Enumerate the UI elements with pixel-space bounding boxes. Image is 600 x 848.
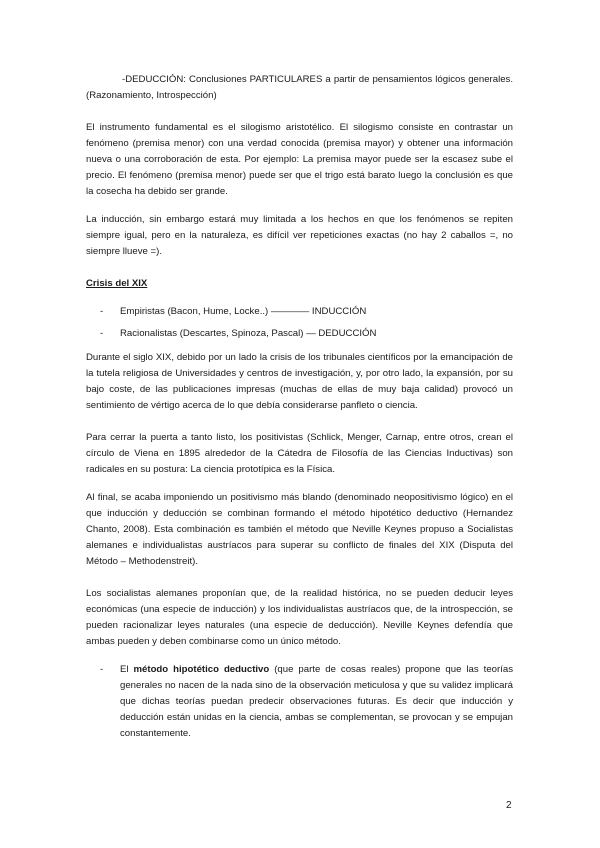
list-dash: -	[100, 664, 104, 675]
neopositivism-paragraph: Al final, se acaba imponiendo un positivismo más blando (denominado neopositivismo lógico) en el que inducción y deducción se combinan formando el método hipotético deductivo (Hernandez Chanto, 2008). Esta combinación es también el método que Neville Keynes propuso a Socialistas alemanes e individualistas austríacos para superar su conflicto de finales del XIX (Disputa del Método – Methodenstreit).	[86, 492, 513, 567]
nineteenth-century-paragraph: Durante el siglo XIX, debido por un lado la crisis de los tribunales científicos por la emancipación de la tutela religiosa de Universidades y centros de investigación, y, por otro lado, la expansión, por su bajo coste, de las publicaciones impresas (muchas de ellas de muy baja calidad) provocó un sentimiento de vértigo acerca de lo que debía considerarse panfleto o ciencia.	[86, 352, 513, 411]
method-prefix: El	[120, 664, 134, 675]
socialists-paragraph: Los socialistas alemanes proponían que, de la realidad histórica, no se pueden deducir leyes económicas (una especie de inducción) y los individualistas austríacos que, de la introspección, se pueden racionalizar leyes naturales (una especie de deducción). Neville Keynes defendía que ambas pueden y deben combinarse como un único método.	[86, 588, 513, 647]
method-term: método hipotético deductivo	[133, 664, 270, 675]
syllogism-paragraph: El instrumento fundamental es el silogismo aristotélico. El silogismo consiste en contrastar un fenómeno (premisa menor) con una verdad conocida (premisa mayor) y obtener una información nueva o una corroboración de esta. Por ejemplo: La premisa mayor puede ser la escasez sube el precio. El fenómeno (premisa menor) puede ser que el trigo está barato luego la conclusión es que la cosecha ha debido ser grande.	[86, 122, 513, 197]
list-dash: -	[100, 306, 104, 317]
list-item	[86, 304, 513, 320]
list-item-text: Empiristas (Bacon, Hume, Locke..) ———— INDUCCIÓN	[120, 306, 367, 317]
method-bullet-text	[120, 662, 513, 742]
page-number: 2	[506, 800, 512, 811]
deduction-paragraph: -DEDUCCIÓN: Conclusiones PARTICULARES a partir de pensamientos lógicos generales. (Razonamiento, Introspección)	[86, 74, 513, 101]
crisis-list	[86, 304, 513, 348]
section-heading: Crisis del XIX	[86, 278, 148, 289]
method-description: (que parte de cosas reales) propone que las teorías generales no nacen de la nada sino de la observación meticulosa y que su validez implicará que dichas teorías puedan predecir observaciones futuras. Es decir que inducción y deducción están unidas en la ciencia, ambas se complementan, se provocan y se empujan constantemente.	[120, 664, 513, 739]
positivists-paragraph: Para cerrar la puerta a tanto listo, los positivistas (Schlick, Menger, Carnap, entre otros, crean el círculo de Viena en 1895 alrededor de la Cátedra de Filosofía de las Ciencias Inductivas) son radicales en su postura: La ciencia prototípica es la Física.	[86, 432, 513, 475]
list-item-text: Racionalistas (Descartes, Spinoza, Pascal) — DEDUCCIÓN	[120, 328, 377, 339]
method-bullet	[86, 662, 513, 742]
list-item	[86, 326, 513, 342]
list-dash: -	[100, 328, 104, 339]
induction-paragraph: La inducción, sin embargo estará muy limitada a los hechos en que los fenómenos se repiten siempre igual, pero en la naturaleza, es difícil ver repeticiones exactas (no hay 2 caballos =, no siempre llueve =).	[86, 214, 513, 257]
